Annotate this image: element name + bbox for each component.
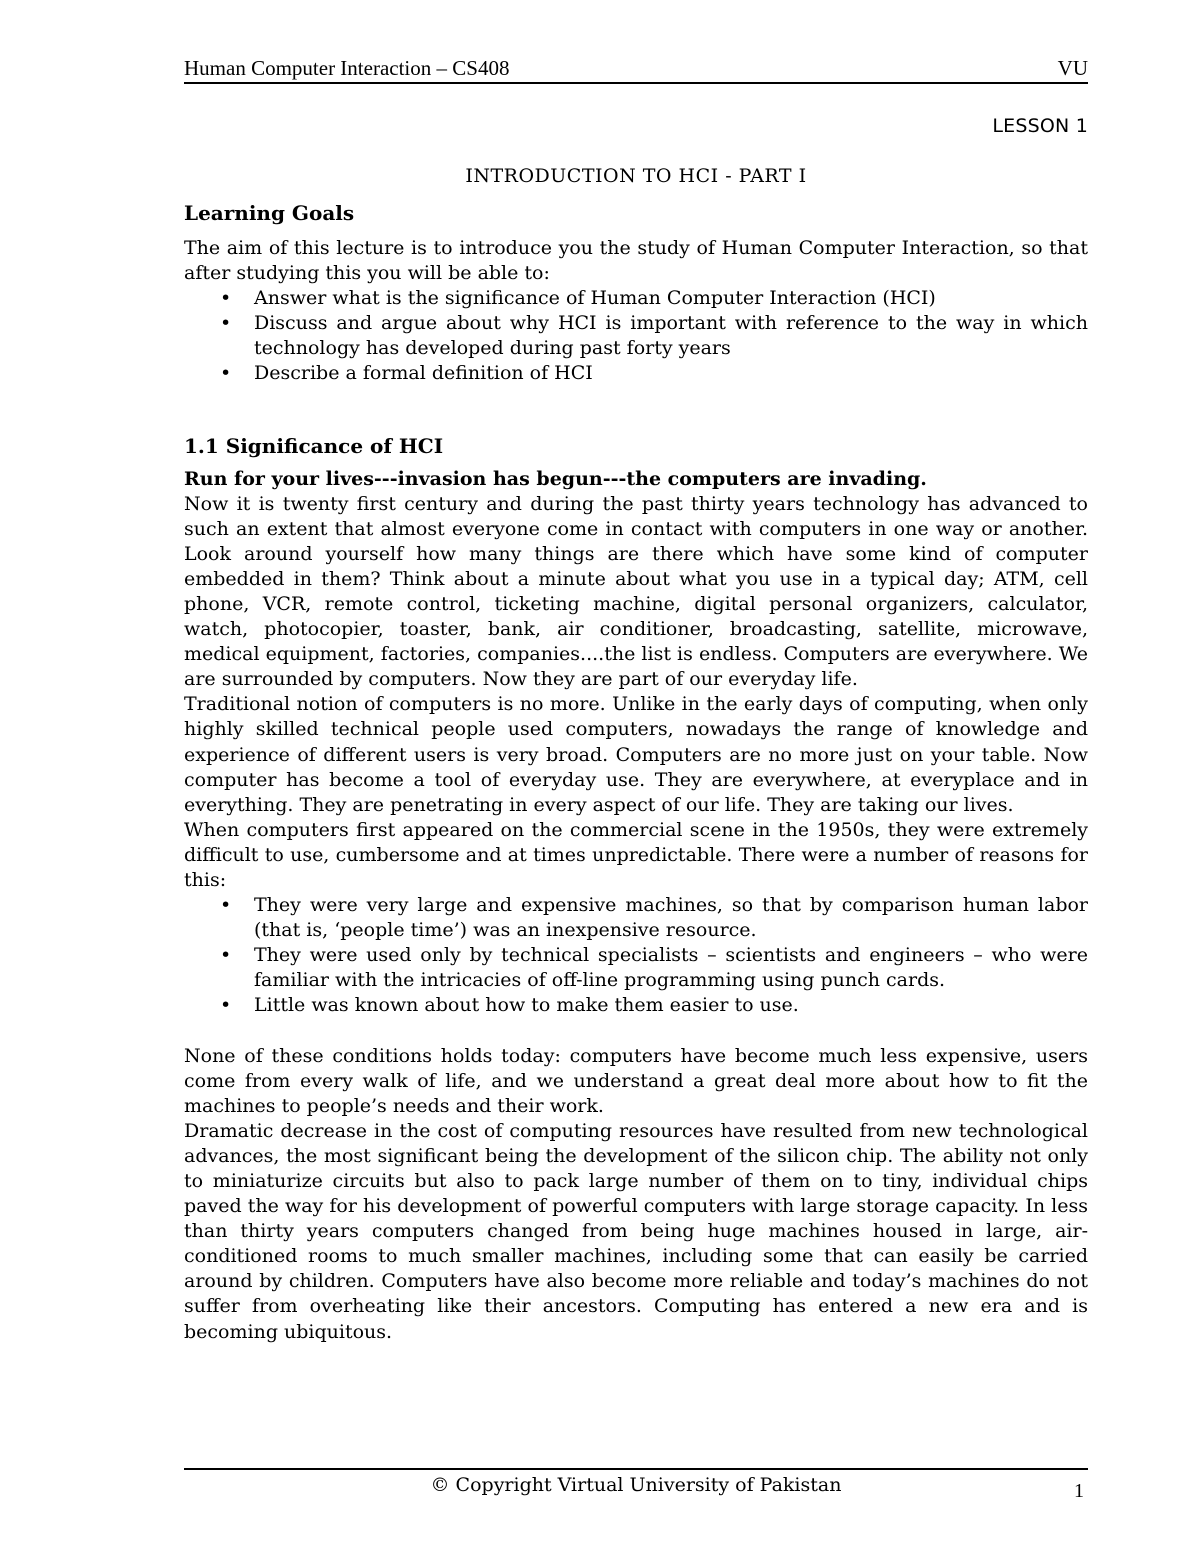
section-lead: Run for your lives---invasion has begun---the computers are invading. [184,467,927,490]
list-item: • Discuss and argue about why HCI is important with reference to the way in which technology has developed during past forty years [220,312,1088,360]
section-heading: 1.1 Significance of HCI [184,433,444,458]
bullet-icon: • [220,362,232,385]
bullet-icon: • [220,894,232,917]
document-page [184,54,1088,1345]
list-item: • They were very large and expensive machines, so that by comparison human labor (that is, ‘people time’) was an inexpensive resource. [220,894,1088,942]
learning-goals-intro: The aim of this lecture is to introduce you the study of Human Computer Interaction, so that after studying this you will be able to: [184,237,1088,285]
reasons-list [184,893,1088,1018]
list-item: • Describe a formal definition of HCI [184,361,1088,386]
list-item: • Little was known about how to make them easier to use. [184,993,1088,1018]
learning-goals-heading: Learning Goals [184,201,355,225]
paragraph: Traditional notion of computers is no more. Unlike in the early days of computing, when only highly skilled technical people used computers, nowadays the range of knowledge and experience of different users is very broad. Computers are no more just on your table. Now computer has become a tool of everyday use. They are everywhere, at everyplace and in everything. They are penetrating in every aspect of our life. They are taking our lives. [184,693,1088,816]
course-title: Human Computer Interaction – CS408 [184,56,510,80]
page-footer [184,1468,1088,1510]
paragraph: When computers first appeared on the commercial scene in the 1950s, they were extremely difficult to use, cumbersome and at times unpredictable. There were a number of reasons for this: [184,818,1088,891]
list-item: • They were used only by technical specialists – scientists and engineers – who were familiar with the intricacies of off-line programming using punch cards. [220,944,1088,992]
lesson-label: LESSON 1 [992,115,1088,137]
list-item: • Answer what is the significance of Human Computer Interaction (HCI) [184,286,1088,311]
bullet-icon: • [220,287,232,310]
bullet-icon: • [220,312,232,335]
institution-abbr: VU [1057,56,1088,80]
paragraph: Dramatic decrease in the cost of computing resources have resulted from new technological advances, the most significant being the development of the silicon chip. The ability not only to miniaturize circuits but also to pack large number of them on to tiny, individual chips paved the way for his development of powerful computers with large storage capacity. In less than thirty years computers changed from being huge machines housed in large, air-conditioned rooms to much smaller machines, including some that can easily be carried around by children. Computers have also become more reliable and today’s machines do not suffer from overheating like their ancestors. Computing has entered a new era and is becoming ubiquitous. [184,1119,1088,1343]
learning-goals-list [184,286,1088,386]
bullet-icon: • [220,944,232,967]
copyright-notice: © Copyright Virtual University of Pakistan [430,1474,842,1496]
lesson-title: INTRODUCTION TO HCI - PART I [465,165,807,187]
paragraph: None of these conditions holds today: computers have become much less expensive, users come from every walk of life, and we understand a great deal more about how to fit the machines to people’s needs and their work. [184,1044,1088,1117]
bullet-icon: • [220,994,232,1017]
page-number: 1 [1074,1480,1084,1502]
paragraph: Now it is twenty first century and during the past thirty years technology has advanced to such an extent that almost everyone come in contact with computers in one way or another. Look around yourself how many things are there which have some kind of computer embedded in them? Think about a minute about what you use in a typical day; ATM, cell phone, VCR, remote control, ticketing machine, digital personal organizers, calculator, watch, photocopier, toaster, bank, air conditioner, broadcasting, satellite, microwave, medical equipment, factories, companies....the list is endless. Computers are everywhere. We are surrounded by computers. Now they are part of our everyday life. [184,492,1088,691]
page-header [184,54,1088,84]
